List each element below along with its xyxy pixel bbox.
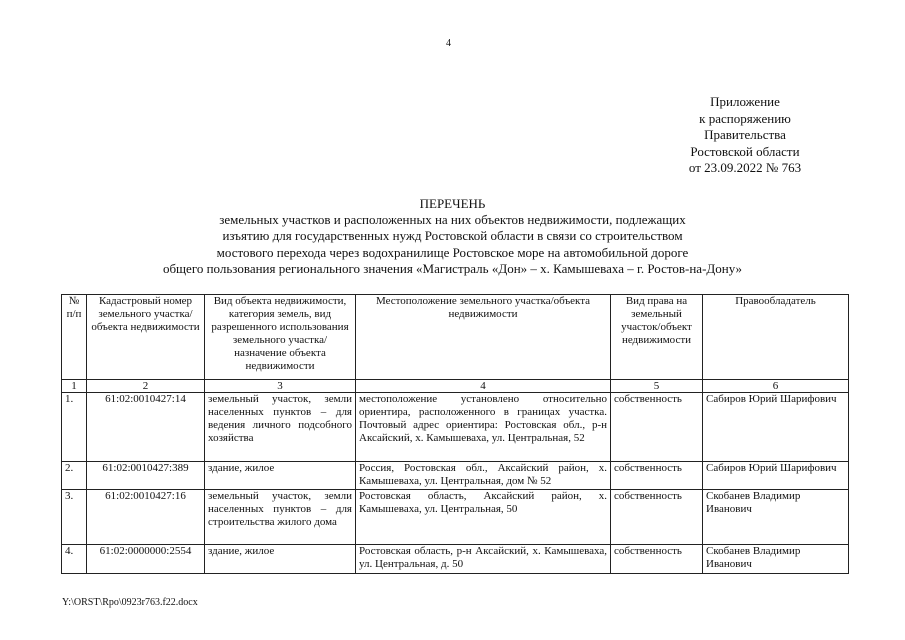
column-number: 3 <box>205 380 356 393</box>
location: Россия, Ростовская обл., Аксайский район, х. Камышеваха, ул. Центральная, дом № 52 <box>356 462 611 490</box>
column-number: 4 <box>356 380 611 393</box>
header-cell: Правообладатель <box>703 295 849 380</box>
table-row <box>62 490 849 545</box>
column-number-row <box>62 380 849 393</box>
document-heading <box>0 196 905 277</box>
header-cell: Вид права на земельный участок/объект недвижимости <box>611 295 703 380</box>
property-table <box>61 294 849 574</box>
location: Ростовская область, р-н Аксайский, х. Камышеваха, ул. Центральная, д. 50 <box>356 545 611 574</box>
appendix-line: Приложение <box>710 94 780 109</box>
cadastral-number: 61:02:0000000:2554 <box>87 545 205 574</box>
appendix-block <box>670 94 820 177</box>
appendix-line: от 23.09.2022 № 763 <box>688 160 802 175</box>
column-number: 2 <box>87 380 205 393</box>
owner: Скобанев Владимир Иванович <box>703 490 849 545</box>
appendix-line: Правительства <box>704 127 786 142</box>
header-cell: Местоположение земельного участка/объекта недвижимости <box>356 295 611 380</box>
right-type: собственность <box>611 393 703 462</box>
table-row <box>62 545 849 574</box>
header-cell: № п/п <box>62 295 87 380</box>
cadastral-number: 61:02:0010427:16 <box>87 490 205 545</box>
object-type: земельный участок, земли населенных пунктов – для строительства жилого дома <box>205 490 356 545</box>
object-type: земельный участок, земли населенных пунктов – для ведения личного подсобного хозяйства <box>205 393 356 462</box>
column-number: 6 <box>703 380 849 393</box>
object-type: здание, жилое <box>205 462 356 490</box>
header-cell: Кадастровый номер земельного участка/объекта недвижимости <box>87 295 205 380</box>
heading-line: общего пользования регионального значения «Магистраль «Дон» – х. Камышеваха – г. Ростов-на-Дону» <box>162 260 743 276</box>
location: местоположение установлено относительно ориентира, расположенного в границах участка. Почтовый адрес ориентира: Ростовская обл., р-н Аксайский, х. Камышеваха, ул. Центральная, 52 <box>356 393 611 462</box>
right-type: собственность <box>611 462 703 490</box>
appendix-line: Ростовской области <box>690 143 800 159</box>
row-number: 4. <box>62 545 87 574</box>
cadastral-number: 61:02:0010427:389 <box>87 462 205 490</box>
cadastral-number: 61:02:0010427:14 <box>87 393 205 462</box>
page-number: 4 <box>446 38 451 49</box>
owner: Скобанев Владимир Иванович <box>703 545 849 574</box>
column-number: 5 <box>611 380 703 393</box>
location: Ростовская область, Аксайский район, х. Камышеваха, ул. Центральная, 50 <box>356 490 611 545</box>
appendix-line: к распоряжению <box>699 110 791 126</box>
row-number: 3. <box>62 490 87 545</box>
heading-title: ПЕРЕЧЕНЬ <box>419 196 486 211</box>
owner: Сабиров Юрий Шарифович <box>703 393 849 462</box>
table-row <box>62 393 849 462</box>
row-number: 2. <box>62 462 87 490</box>
right-type: собственность <box>611 490 703 545</box>
right-type: собственность <box>611 545 703 574</box>
column-number: 1 <box>62 380 87 393</box>
object-type: здание, жилое <box>205 545 356 574</box>
owner: Сабиров Юрий Шарифович <box>703 462 849 490</box>
heading-line: земельных участков и расположенных на них объектов недвижимости, подлежащих <box>219 212 686 228</box>
table-header-row <box>62 295 849 380</box>
table-row <box>62 462 849 490</box>
heading-line: изъятию для государственных нужд Ростовской области в связи со строительством <box>222 228 683 244</box>
file-path-footer: Y:\ORST\Rpo\0923r763.f22.docx <box>62 597 198 608</box>
heading-line: мостового перехода через водохранилище Ростовское море на автомобильной дороге <box>216 244 689 260</box>
header-cell: Вид объекта недвижимости, категория земель, вид разрешенного использования земельного участка/назначение объекта недвижимости <box>205 295 356 380</box>
row-number: 1. <box>62 393 87 462</box>
